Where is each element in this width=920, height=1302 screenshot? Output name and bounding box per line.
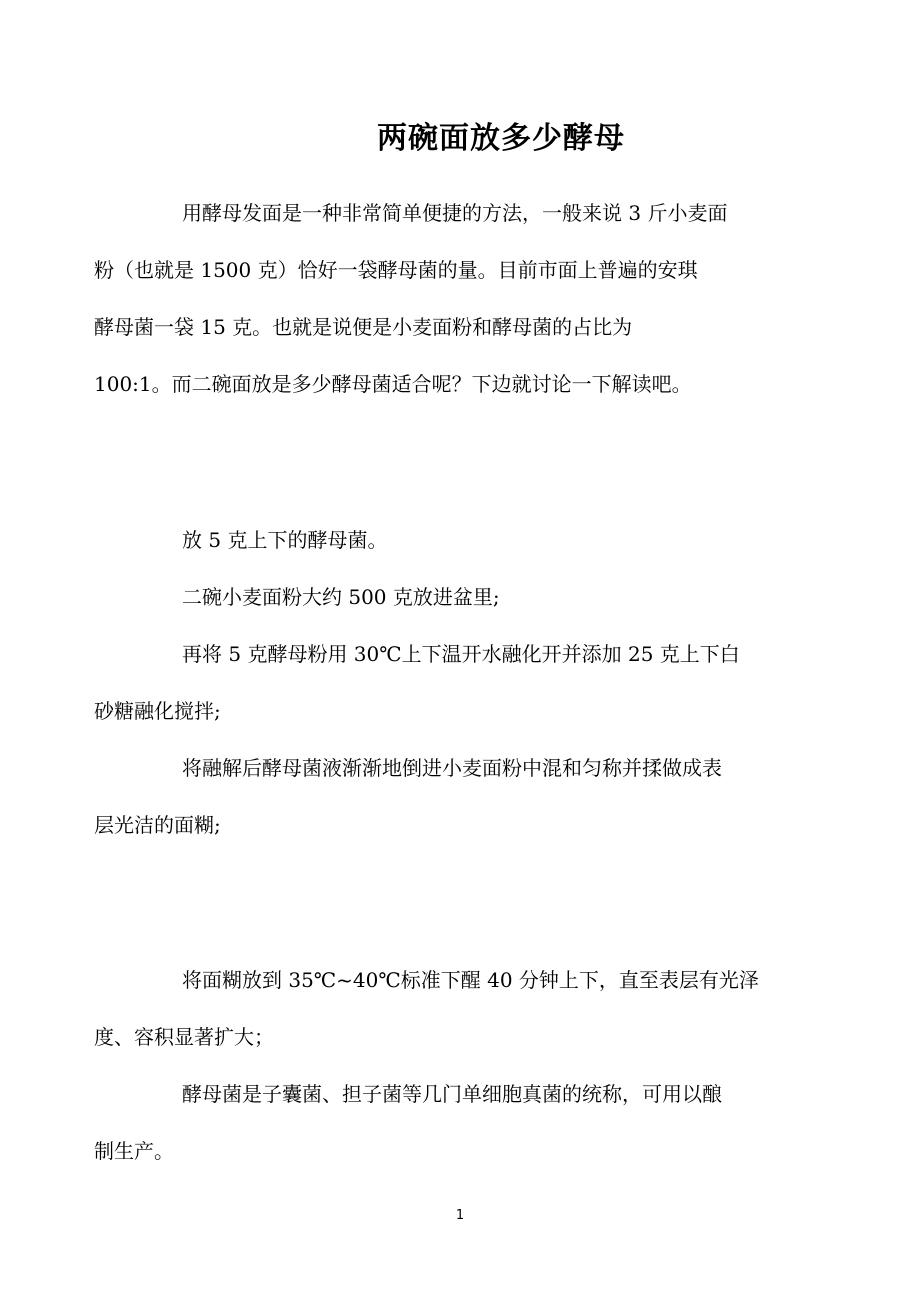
paragraph-step-amount <box>138 512 782 569</box>
paragraph-line: 将融解后酵母菌液渐渐地倒进小麦面粉中混和匀称并揉做成表 <box>182 756 722 780</box>
paragraph-step-flour <box>138 569 782 626</box>
paragraph-line: 100:1。而二碗面放是多少酵母菌适合呢？下边就讨论一下解读吧。 <box>94 372 692 396</box>
document-title: 两碗面放多少酵母 <box>377 121 625 156</box>
paragraph-line: 酵母菌一袋 15 克。也就是说便是小麦面粉和酵母菌的占比为 <box>94 315 633 339</box>
paragraph-yeast-definition <box>94 1066 782 1180</box>
paragraph-line: 用酵母发面是一种非常简单便捷的方法，一般来说 3 斤小麦面 <box>182 201 728 225</box>
page-number: 1 <box>455 1208 465 1223</box>
paragraph-line: 酵母菌是子囊菌、担子菌等几门单细胞真菌的统称，可用以酿 <box>182 1082 722 1106</box>
paragraph-line: 二碗小麦面粉大约 500 克放进盆里; <box>182 585 500 609</box>
paragraph-step-mix <box>94 740 782 854</box>
paragraph-line: 放 5 克上下的酵母菌。 <box>182 528 388 552</box>
paragraph-line: 层光洁的面糊; <box>94 813 221 837</box>
paragraph-line: 粉（也就是 1500 克）恰好一袋酵母菌的量。目前市面上普遍的安琪 <box>94 258 698 282</box>
paragraph-line: 砂糖融化搅拌; <box>94 699 221 723</box>
paragraph-line: 将面糊放到 35℃~40℃标准下醒 40 分钟上下，直至表层有光泽 <box>182 968 759 992</box>
paragraph-line: 制生产。 <box>94 1139 174 1163</box>
paragraph-intro <box>94 185 782 413</box>
paragraph-line: 再将 5 克酵母粉用 30℃上下温开水融化开并添加 25 克上下白 <box>182 642 740 666</box>
paragraph-step-dissolve <box>94 626 782 740</box>
paragraph-step-proof <box>94 952 782 1066</box>
paragraph-line: 度、容积显著扩大； <box>94 1025 274 1049</box>
